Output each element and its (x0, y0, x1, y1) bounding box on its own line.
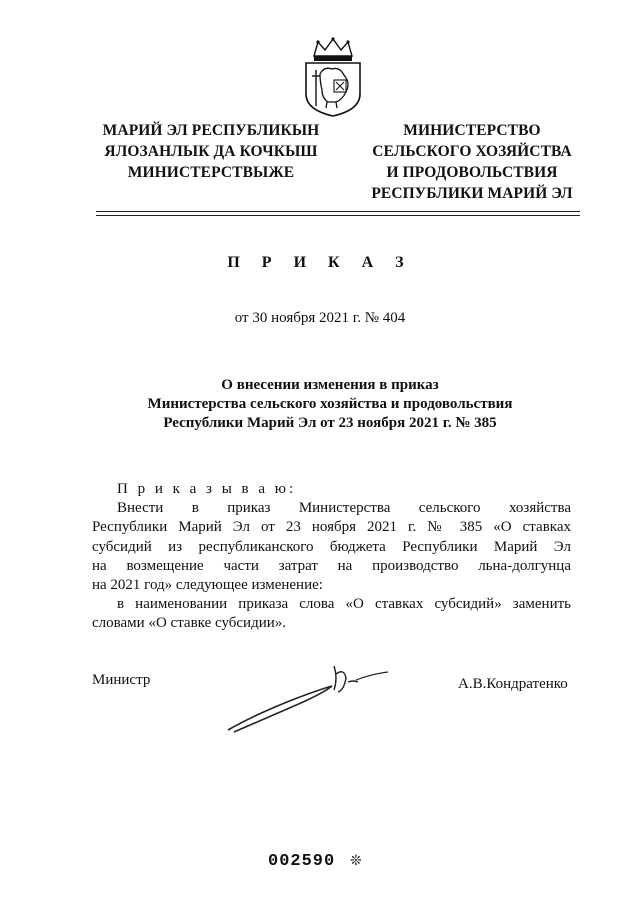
ministry-name-russian-line: МИНИСТЕРСТВО (403, 122, 541, 139)
document-body (92, 480, 571, 634)
body-line: в наименовании приказа слова «О ставках субсидий» заменить (117, 596, 571, 613)
header-divider-top (96, 211, 580, 212)
coat-of-arms-emblem (300, 36, 366, 118)
body-line: на 2021 год» следующее изменение: (92, 576, 323, 593)
ministry-name-russian-line: РЕСПУБЛИКИ МАРИЙ ЭЛ (371, 185, 573, 202)
form-serial-number: 002590 (268, 852, 336, 871)
subject-line: Министерства сельского хозяйства и продовольствия (147, 396, 513, 412)
header-divider-bottom (96, 215, 580, 216)
body-line: на возмещение части затрат на производство льна-долгунца (92, 557, 571, 574)
document-date-number: от 30 ноября 2021 г. № 404 (234, 310, 406, 326)
ministry-name-mari-line: МИНИСТЕРСТВЫЖЕ (127, 164, 295, 181)
body-line: Внести в приказ Министерства сельского хозяйства (117, 500, 571, 517)
body-line: субсидий из республиканского бюджета Республики Марий Эл (92, 538, 571, 555)
signatory-name: А.В.Кондратенко (458, 676, 568, 692)
body-line: словами «О ставке субсидии». (92, 615, 287, 632)
subject-line: О внесении изменения в приказ (221, 377, 439, 393)
ministry-name-mari (96, 120, 326, 183)
ministry-name-mari-line: ЯЛОЗАНЛЫК ДА КОЧКЫШ (104, 143, 318, 160)
ministry-name-russian-line: И ПРОДОВОЛЬСТВИЯ (386, 164, 558, 181)
serial-mark-icon: ❊ (350, 854, 362, 869)
ministry-name-mari-line: МАРИЙ ЭЛ РЕСПУБЛИКЫН (102, 122, 320, 139)
subject-line: Республики Марий Эл от 23 ноября 2021 г. № 385 (163, 415, 497, 431)
signatory-role: Министр (92, 672, 151, 688)
handwritten-signature (222, 660, 392, 736)
document-title: П Р И К А З (227, 254, 413, 271)
body-line: Республики Марий Эл от 23 ноября 2021 г. № 385 «О ставках (92, 519, 571, 536)
order-directive: П р и к а з ы в а ю: (117, 481, 297, 497)
ministry-name-russian-line: СЕЛЬСКОГО ХОЗЯЙСТВА (372, 143, 572, 160)
document-subject (100, 376, 560, 433)
ministry-name-russian (352, 120, 592, 204)
